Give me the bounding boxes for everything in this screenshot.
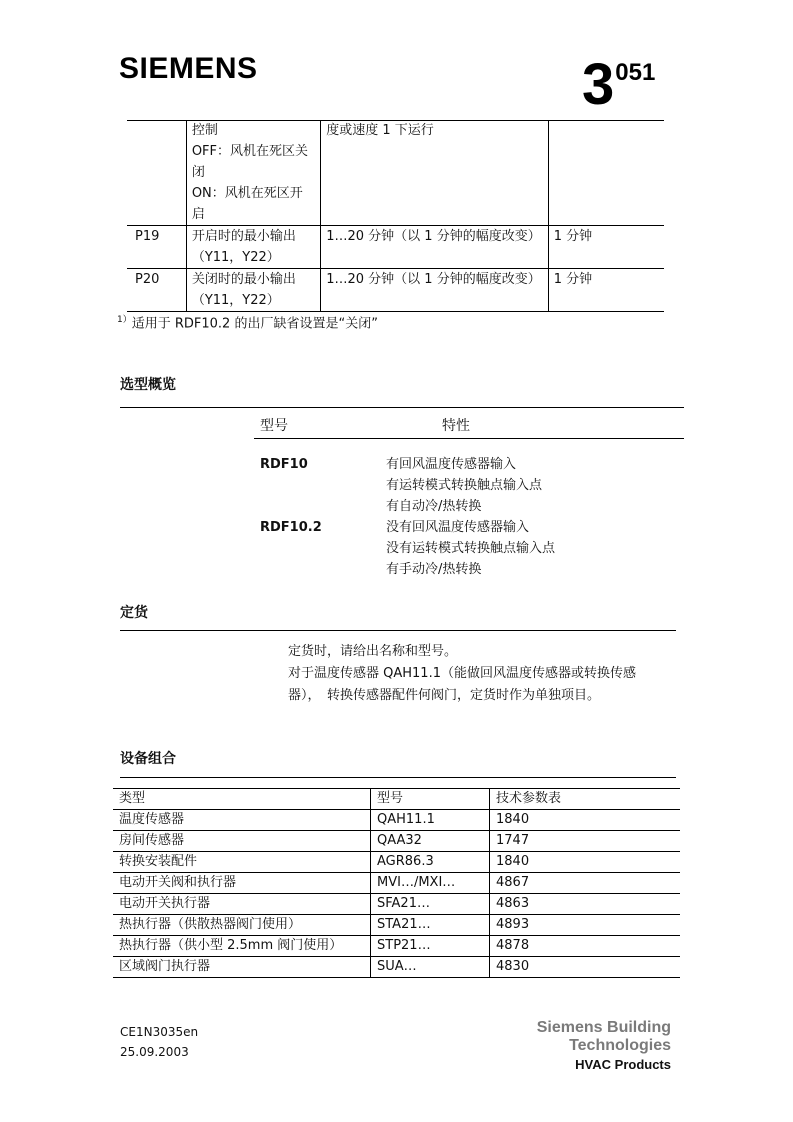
feature-item: 有手动冷/热转换 [386,562,482,577]
company-name: Siemens Building Technologies [536,1019,671,1054]
param-id [127,120,186,226]
cell-model: SUA… [371,957,490,978]
feature-item: 没有运转模式转换触点输入点 [386,541,556,556]
feature-item: 有自动冷/热转换 [386,499,482,514]
ordering-line: 器）， 转换传感器配件何阀门，定货时作为单独项目。 [288,688,601,703]
section-rule [120,407,684,408]
cell-model: MVI…/MXI… [371,873,490,894]
param-id: P19 [135,229,160,244]
table-header-row [113,789,680,810]
param-default: 1 分钟 [548,226,664,269]
doc-number-sup: 051 [615,59,656,86]
doc-code: CE1N3035en [120,1025,199,1039]
cell-type: 温度传感器 [113,810,371,831]
model-rdf10: RDF10 [260,457,308,472]
footnote [117,312,378,331]
cell-type: 电动开关阀和执行器 [113,873,371,894]
ordering-line: 定货时，请给出名称和型号。 [288,644,458,659]
param-default: 1 分钟 [548,269,664,312]
table-row [113,810,680,831]
cell-datasheet: 4830 [490,957,681,978]
cell-type: 房间传感器 [113,831,371,852]
cell-datasheet: 4863 [490,894,681,915]
feature-item: 有运转模式转换触点输入点 [386,478,543,493]
cell-datasheet: 4893 [490,915,681,936]
param-range: 度或速度 1 下运行 [321,120,548,226]
footer-doc-info [120,1022,198,1062]
section-heading-selection: 选型概览 [120,377,176,393]
model-rdf10-2: RDF10.2 [260,520,322,535]
section-rule [120,630,676,631]
feature-list [386,454,542,517]
cell-datasheet: 1840 [490,852,681,873]
footnote-mark: 1） [117,315,132,325]
siemens-logo: SIEMENS [119,52,258,85]
feature-item: 没有回风温度传感器输入 [386,520,530,535]
cell-type: 电动开关执行器 [113,894,371,915]
table-row [113,915,680,936]
column-header-model: 型号 [371,789,490,810]
doc-number-main: 3 [582,52,615,117]
table-row [113,831,680,852]
section-heading-combination: 设备组合 [120,751,176,767]
header-rule [254,438,684,439]
param-id: P20 [135,272,160,287]
table-row [127,120,664,226]
param-function: 控制 OFF：风机在死区关 闭 ON：风机在死区开 启 [186,120,320,226]
table-row [113,873,680,894]
cell-type: 转换安装配件 [113,852,371,873]
column-header-datasheet: 技术参数表 [490,789,681,810]
table-row [127,226,664,269]
table-row [113,894,680,915]
parameter-table [127,120,664,312]
ordering-text [288,641,680,707]
footnote-text: 适用于 RDF10.2 的出厂缺省设置是“关闭” [131,316,378,332]
cell-model: STA21… [371,915,490,936]
param-function: 关闭时的最小输出 （Y11，Y22） [186,269,320,312]
column-header-type: 类型 [113,789,371,810]
document-number [582,52,656,117]
table-row [127,269,664,312]
cell-type: 热执行器（供散热器阀门使用） [113,915,371,936]
param-range: 1…20 分钟（以 1 分钟的幅度改变） [321,269,548,312]
cell-datasheet: 1747 [490,831,681,852]
param-default [548,120,664,226]
column-header-feature: 特性 [442,418,470,434]
table-row [113,957,680,978]
table-row [113,936,680,957]
cell-model: QAA32 [371,831,490,852]
feature-list [386,517,555,580]
cell-datasheet: 1840 [490,810,681,831]
cell-model: SFA21… [371,894,490,915]
cell-datasheet: 4867 [490,873,681,894]
section-rule [120,777,676,778]
column-header-model: 型号 [260,418,288,434]
feature-item: 有回风温度传感器输入 [386,457,517,472]
section-heading-ordering: 定货 [120,605,148,621]
table-row [113,852,680,873]
cell-type: 区域阀门执行器 [113,957,371,978]
param-function: 开启时的最小输出 （Y11，Y22） [186,226,320,269]
cell-datasheet: 4878 [490,936,681,957]
param-range: 1…20 分钟（以 1 分钟的幅度改变） [321,226,548,269]
footer-company [441,1019,671,1072]
division-name: HVAC Products [575,1057,671,1072]
ordering-line: 对于温度传感器 QAH11.1（能做回风温度传感器或转换传感 [288,666,636,681]
doc-date: 25.09.2003 [120,1045,189,1059]
cell-model: QAH11.1 [371,810,490,831]
cell-model: AGR86.3 [371,852,490,873]
cell-type: 热执行器（供小型 2.5mm 阀门使用） [113,936,371,957]
cell-model: STP21… [371,936,490,957]
combination-table [113,788,680,978]
